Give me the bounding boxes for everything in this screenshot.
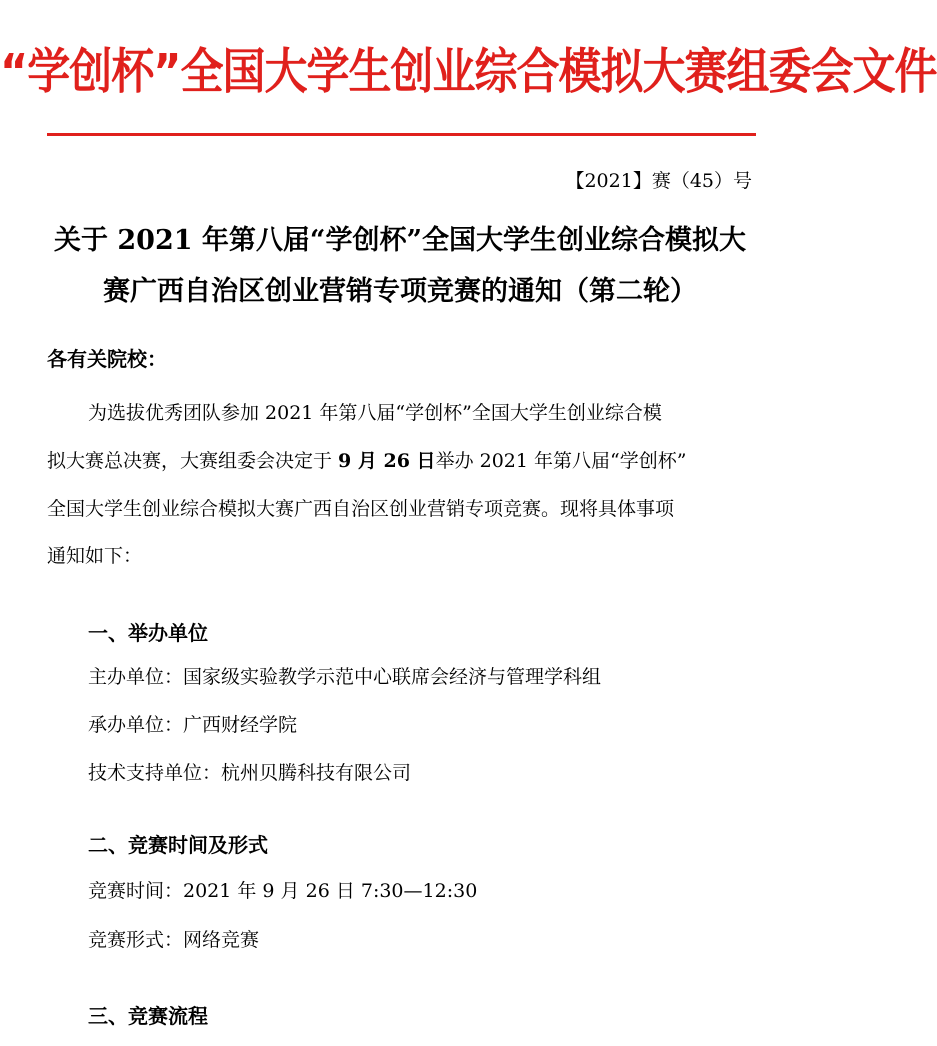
body-line-4: 通知如下： [47, 545, 143, 567]
letterhead-rule [47, 133, 756, 136]
body-line-1: 为选拔优秀团队参加 2021 年第八届“学创杯”全国大学生创业综合模 [88, 402, 662, 424]
salutation: 各有关院校： [47, 347, 167, 371]
notice-title-line-1: 关于 2021 年第八届“学创杯”全国大学生创业综合模拟大 [53, 225, 746, 256]
body-line-2-text-b: 举办 2021 年第八届“学创杯” [435, 450, 687, 472]
body-line-2 [47, 446, 686, 473]
body-line-2-text-a: 拟大赛总决赛，大赛组委会决定于 [47, 450, 339, 472]
notice-title-line-2: 赛广西自治区创业营销专项竞赛的通知（第二轮） [103, 276, 697, 307]
organizer-tech-support: 技术支持单位：杭州贝腾科技有限公司 [88, 762, 412, 784]
organizer-undertaker: 承办单位：广西财经学院 [88, 714, 298, 736]
competition-format: 竞赛形式：网络竞赛 [88, 929, 260, 951]
section-heading-time-format: 二、竞赛时间及形式 [88, 833, 268, 857]
section-heading-process: 三、竞赛流程 [88, 1004, 208, 1028]
competition-date-highlight: 9 月 26 日 [338, 450, 436, 472]
body-line-3: 全国大学生创业综合模拟大赛广西自治区创业营销专项竞赛。现将具体事项 [47, 498, 675, 520]
section-heading-organizers: 一、举办单位 [88, 621, 208, 645]
document-number: 【2021】赛（45）号 [565, 170, 752, 192]
letterhead-title: “学创杯”全国大学生创业综合模拟大赛组委会文件 [0, 44, 937, 101]
competition-time: 竞赛时间：2021 年 9 月 26 日 7:30—12:30 [88, 880, 478, 902]
organizer-host: 主办单位：国家级实验教学示范中心联席会经济与管理学科组 [88, 666, 602, 688]
